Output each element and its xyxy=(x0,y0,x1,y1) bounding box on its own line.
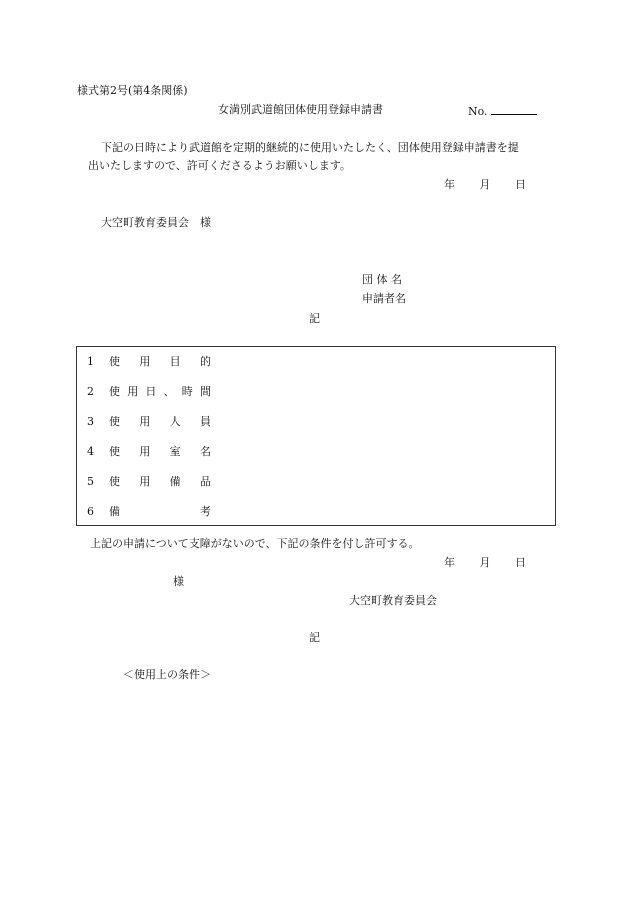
item-label: 使 用 人 員 xyxy=(109,415,211,428)
applicant-name-label: 申請者名 xyxy=(362,292,406,305)
date-year: 年 xyxy=(444,178,455,191)
approval-date-month: 月 xyxy=(479,556,491,569)
document-title: 女満別武道館団体使用登録申請書 xyxy=(218,103,383,116)
approval-date xyxy=(444,556,526,570)
item-label: 使 用 備 品 xyxy=(109,475,211,488)
body-text-line1: 下記の日時により武道館を定期的継続的に使用いたしたく、団体使用登録申請書を提 xyxy=(101,141,519,154)
approval-date-day: 日 xyxy=(515,556,526,569)
number-label: No. xyxy=(468,105,488,118)
approval-issuer: 大空町教育委員会 xyxy=(349,594,437,607)
item-number: 1 xyxy=(87,355,94,368)
approval-date-year: 年 xyxy=(444,556,455,569)
item-label: 使 用 目 的 xyxy=(109,355,211,368)
item-label: 使 用 室 名 xyxy=(109,445,211,458)
date-month: 月 xyxy=(479,178,491,191)
item-number: 3 xyxy=(87,415,94,428)
date-day: 日 xyxy=(515,178,526,191)
approval-text: 上記の申請について支障がないので、下記の条件を付し許可する。 xyxy=(90,537,420,550)
approval-addressee-sama: 様 xyxy=(173,575,184,588)
item-number: 2 xyxy=(87,385,94,398)
application-date xyxy=(444,178,526,192)
addressee: 大空町教育委員会 様 xyxy=(101,216,211,229)
application-items-box xyxy=(76,346,556,526)
form-id: 様式第2号(第4条関係) xyxy=(77,84,188,97)
ki-label-2: 記 xyxy=(309,631,320,644)
item-label: 使 用 日 、 時 間 xyxy=(109,385,211,398)
item-number: 4 xyxy=(87,445,94,458)
item-label: 備 考 xyxy=(109,505,211,518)
org-name-label: 団 体 名 xyxy=(362,273,402,286)
ki-label: 記 xyxy=(309,312,320,325)
body-text-line2: 出いたしますので、許可くださるようお願いします。 xyxy=(88,159,351,172)
number-blank xyxy=(491,103,537,115)
item-number: 6 xyxy=(87,505,94,518)
number-field xyxy=(468,103,537,119)
conditions-title: ＜使用上の条件＞ xyxy=(123,668,211,681)
item-number: 5 xyxy=(87,475,94,488)
